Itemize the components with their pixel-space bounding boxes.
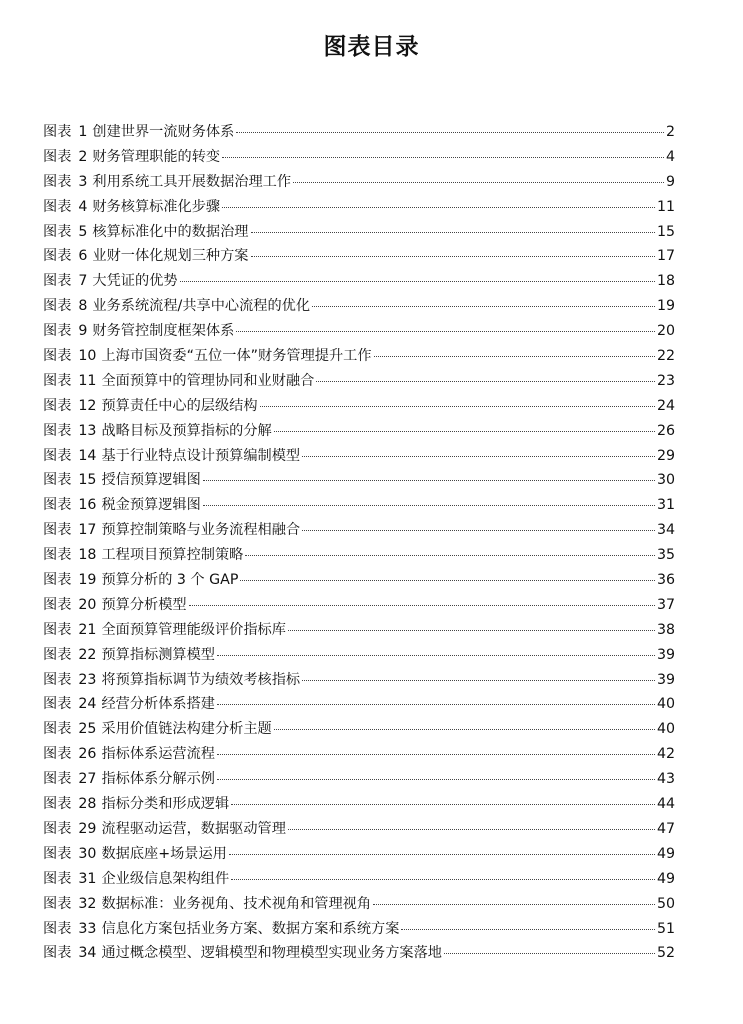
toc-entry-number: 13 — [78, 422, 97, 439]
toc-dot-leader — [373, 904, 655, 905]
toc-entry-page-number[interactable]: 11 — [656, 198, 675, 215]
toc-dot-leader — [316, 381, 655, 382]
toc-entry-title[interactable]: 预算分析模型 — [101, 596, 187, 613]
toc-entry-label: 图表 — [43, 198, 72, 215]
toc-entry-title[interactable]: 基于行业特点设计预算编制模型 — [101, 447, 301, 464]
toc-entry-page-number[interactable]: 38 — [656, 621, 675, 638]
toc-dot-leader — [231, 804, 655, 805]
toc-entry[interactable] — [43, 644, 675, 669]
toc-entry-number: 9 — [78, 323, 88, 340]
toc-entry-title[interactable]: 数据底座+场景运用 — [101, 845, 227, 862]
toc-entry-label: 图表 — [43, 845, 72, 862]
toc-entry-page-number[interactable]: 23 — [656, 372, 675, 389]
toc-entry-number: 3 — [78, 173, 88, 190]
toc-entry[interactable] — [43, 196, 675, 221]
toc-entry[interactable] — [43, 395, 675, 420]
toc-entry-title[interactable]: 利用系统工具开展数据治理工作 — [92, 173, 292, 190]
toc-dot-leader — [401, 929, 655, 930]
toc-entry-page-number[interactable]: 2 — [665, 124, 675, 140]
toc-entry[interactable] — [43, 370, 675, 395]
toc-entry-label: 图表 — [43, 572, 72, 589]
toc-entry-number: 24 — [78, 696, 97, 713]
toc-entry-title[interactable]: 财务管理职能的转变 — [92, 148, 221, 165]
toc-entry-number: 4 — [78, 198, 88, 215]
toc-entry[interactable] — [43, 693, 675, 718]
toc-dot-leader — [302, 680, 655, 681]
toc-entry-page-number[interactable]: 35 — [656, 547, 675, 564]
toc-dot-leader — [217, 704, 655, 705]
toc-entry-label: 图表 — [43, 621, 72, 638]
toc-entry-label: 图表 — [43, 248, 72, 265]
toc-entry-number: 22 — [78, 646, 97, 663]
toc-entry-label: 图表 — [43, 372, 72, 389]
toc-entry-title[interactable]: 大凭证的优势 — [92, 273, 178, 290]
toc-entry-page-number[interactable]: 40 — [656, 721, 675, 738]
toc-entry-label: 图表 — [43, 273, 72, 290]
toc-entry-page-number[interactable]: 29 — [656, 447, 675, 464]
toc-dot-leader — [302, 530, 655, 531]
toc-entry-page-number[interactable]: 37 — [656, 596, 675, 613]
toc-entry-title[interactable]: 将预算指标调节为绩效考核指标 — [101, 671, 301, 688]
toc-entry[interactable] — [43, 420, 675, 445]
toc-entry[interactable] — [43, 544, 675, 569]
toc-entry-number: 5 — [78, 223, 88, 240]
toc-entry-page-number[interactable]: 47 — [656, 820, 675, 837]
toc-dot-leader — [229, 854, 655, 855]
toc-dot-leader — [217, 655, 655, 656]
toc-entry-title[interactable]: 上海市国资委“五位一体”财务管理提升工作 — [101, 348, 372, 365]
toc-entry-number: 30 — [78, 845, 97, 862]
toc-entry[interactable] — [43, 469, 675, 494]
toc-entry[interactable] — [43, 146, 675, 171]
toc-entry-page-number[interactable]: 36 — [656, 572, 675, 589]
toc-entry-page-number[interactable]: 44 — [656, 796, 675, 813]
toc-entry-title[interactable]: 全面预算中的管理协同和业财融合 — [101, 372, 315, 389]
toc-entry-number: 31 — [78, 870, 97, 887]
toc-entry[interactable] — [43, 619, 675, 644]
toc-entry-number: 2 — [78, 148, 88, 165]
toc-entry-page-number[interactable]: 51 — [656, 920, 675, 937]
toc-entry[interactable] — [43, 669, 675, 694]
toc-entry-label: 图表 — [43, 323, 72, 340]
toc-entry-number: 32 — [78, 895, 97, 912]
toc-entry-number: 28 — [78, 796, 97, 813]
toc-dot-leader — [217, 754, 655, 755]
toc-dot-leader — [288, 829, 655, 830]
toc-entry-title[interactable]: 战略目标及预算指标的分解 — [101, 422, 272, 439]
toc-entry-title[interactable]: 授信预算逻辑图 — [101, 472, 201, 489]
toc-dot-leader — [203, 505, 655, 506]
toc-entry-title[interactable]: 指标分类和形成逻辑 — [101, 796, 230, 813]
toc-entry-number: 19 — [78, 572, 97, 589]
toc-entry-number: 1 — [78, 124, 88, 140]
toc-entry-page-number[interactable]: 18 — [656, 273, 675, 290]
toc-entry-title[interactable]: 业务系统流程/共享中心流程的优化 — [92, 298, 311, 315]
toc-entry-title[interactable]: 指标体系分解示例 — [101, 771, 215, 788]
toc-dot-leader — [189, 605, 655, 606]
toc-entry-page-number[interactable]: 19 — [656, 298, 675, 315]
toc-entry[interactable] — [43, 569, 675, 594]
toc-entry[interactable] — [43, 718, 675, 743]
toc-dot-leader — [251, 232, 655, 233]
toc-entry-title[interactable]: 税金预算逻辑图 — [101, 497, 201, 514]
toc-entry-title[interactable]: 创建世界一流财务体系 — [92, 124, 235, 140]
toc-entry-number: 7 — [78, 273, 88, 290]
toc-entry-number: 23 — [78, 671, 97, 688]
toc-entry[interactable] — [43, 519, 675, 544]
toc-dot-leader — [222, 157, 664, 158]
toc-entry-title[interactable]: 财务核算标准化步骤 — [92, 198, 221, 215]
toc-entry-page-number[interactable]: 22 — [656, 348, 675, 365]
toc-entry-label: 图表 — [43, 173, 72, 190]
page-title: 图表目录 — [323, 34, 420, 60]
toc-entry-label: 图表 — [43, 547, 72, 564]
toc-entry-page-number[interactable]: 4 — [665, 148, 675, 165]
toc-entry-page-number[interactable]: 43 — [656, 771, 675, 788]
toc-entry-number: 26 — [78, 746, 97, 763]
toc-entry-page-number[interactable]: 50 — [656, 895, 675, 912]
toc-entry[interactable] — [43, 843, 675, 868]
toc-entry[interactable] — [43, 818, 675, 843]
toc-dot-leader — [374, 356, 655, 357]
toc-entry[interactable] — [43, 221, 675, 246]
toc-entry-label: 图表 — [43, 771, 72, 788]
toc-entry-number: 11 — [78, 372, 97, 389]
toc-entry-label: 图表 — [43, 148, 72, 165]
toc-entry-title[interactable]: 预算指标测算模型 — [101, 646, 215, 663]
toc-dot-leader — [312, 306, 655, 307]
toc-entry-label: 图表 — [43, 596, 72, 613]
toc-entry-label: 图表 — [43, 721, 72, 738]
toc-dot-leader — [222, 207, 655, 208]
toc-dot-leader — [274, 431, 655, 432]
toc-dot-leader — [231, 879, 655, 880]
toc-entry-title[interactable]: 经营分析体系搭建 — [101, 696, 215, 713]
toc-entry-number: 16 — [78, 497, 97, 514]
toc-entry-label: 图表 — [43, 895, 72, 912]
toc-entry-title[interactable]: 业财一体化规划三种方案 — [92, 248, 249, 265]
toc-entry-title[interactable]: 预算分析的 3 个 GAP — [101, 572, 239, 589]
toc-entry[interactable] — [43, 743, 675, 768]
toc-entry-title[interactable]: 采用价值链法构建分析主题 — [101, 721, 272, 738]
toc-entry[interactable] — [43, 345, 675, 370]
toc-dot-leader — [240, 580, 655, 581]
toc-entry-label: 图表 — [43, 422, 72, 439]
toc-entry-page-number[interactable]: 52 — [656, 945, 675, 962]
toc-entry[interactable] — [43, 793, 675, 818]
toc-entry[interactable] — [43, 171, 675, 196]
toc-entry-title[interactable]: 全面预算管理能级评价指标库 — [101, 621, 286, 638]
toc-dot-leader — [217, 779, 655, 780]
toc-entry-label: 图表 — [43, 124, 72, 140]
toc-entry-number: 20 — [78, 596, 97, 613]
toc-entry-label: 图表 — [43, 397, 72, 414]
toc-entry-label: 图表 — [43, 522, 72, 539]
toc-entry[interactable] — [43, 121, 675, 146]
toc-entry-page-number[interactable]: 42 — [656, 746, 675, 763]
toc-entry-page-number[interactable]: 39 — [656, 671, 675, 688]
toc-entry-page-number[interactable]: 40 — [656, 696, 675, 713]
toc-entry-title[interactable]: 预算责任中心的层级结构 — [101, 397, 258, 414]
toc-entry-page-number[interactable]: 39 — [656, 646, 675, 663]
toc-entry-title[interactable]: 财务管控制度框架体系 — [92, 323, 235, 340]
toc-dot-leader — [444, 953, 655, 954]
toc-entry[interactable] — [43, 245, 675, 270]
toc-entry-number: 8 — [78, 298, 88, 315]
toc-dot-leader — [302, 456, 655, 457]
toc-entry-title[interactable]: 指标体系运营流程 — [101, 746, 215, 763]
toc-entry-number: 25 — [78, 721, 97, 738]
toc-entry-page-number[interactable]: 9 — [665, 173, 675, 190]
toc-entry-number: 17 — [78, 522, 97, 539]
toc-entry-label: 图表 — [43, 671, 72, 688]
toc-entry-number: 15 — [78, 472, 97, 489]
toc-entry-number: 34 — [78, 945, 97, 962]
toc-entry-title[interactable]: 流程驱动运营，数据驱动管理 — [101, 820, 286, 837]
toc-entry-number: 12 — [78, 397, 97, 414]
toc-entry-label: 图表 — [43, 447, 72, 464]
toc-entry-page-number[interactable]: 15 — [656, 223, 675, 240]
toc-dot-leader — [288, 630, 655, 631]
toc-entry-label: 图表 — [43, 870, 72, 887]
toc-entry-label: 图表 — [43, 796, 72, 813]
toc-entry-number: 10 — [78, 348, 97, 365]
toc-entry-title[interactable]: 核算标准化中的数据治理 — [92, 223, 249, 240]
toc-dot-leader — [274, 729, 655, 730]
toc-entry[interactable] — [43, 868, 675, 893]
toc-dot-leader — [180, 281, 655, 282]
toc-entry-number: 21 — [78, 621, 97, 638]
toc-dot-leader — [293, 182, 664, 183]
toc-entry-title[interactable]: 企业级信息架构组件 — [101, 870, 230, 887]
toc-entry-number: 6 — [78, 248, 88, 265]
toc-entry-page-number[interactable]: 49 — [656, 870, 675, 887]
toc-entry-page-number[interactable]: 24 — [656, 397, 675, 414]
toc-entry[interactable] — [43, 494, 675, 519]
toc-dot-leader — [203, 480, 655, 481]
toc-entry-number: 29 — [78, 820, 97, 837]
toc-entry-page-number[interactable]: 49 — [656, 845, 675, 862]
toc-entry-page-number[interactable]: 31 — [656, 497, 675, 514]
toc-entry-label: 图表 — [43, 472, 72, 489]
toc-entry-label: 图表 — [43, 223, 72, 240]
toc-entry[interactable] — [43, 320, 675, 345]
toc-dot-leader — [236, 331, 655, 332]
toc-entry-label: 图表 — [43, 945, 72, 962]
toc-entry-page-number[interactable]: 17 — [656, 248, 675, 265]
toc-entry[interactable] — [43, 445, 675, 470]
toc-entry-title[interactable]: 数据标准：业务视角、技术视角和管理视角 — [101, 895, 372, 912]
toc-entry-title[interactable]: 工程项目预算控制策略 — [101, 547, 244, 564]
toc-entry-page-number[interactable]: 30 — [656, 472, 675, 489]
toc-entry[interactable] — [43, 893, 675, 918]
toc-entry-label: 图表 — [43, 646, 72, 663]
toc-entry[interactable] — [43, 295, 675, 320]
toc-entry-label: 图表 — [43, 746, 72, 763]
toc-entry-label: 图表 — [43, 298, 72, 315]
toc-entry-label: 图表 — [43, 920, 72, 937]
toc-dot-leader — [245, 555, 655, 556]
toc-entry-number: 14 — [78, 447, 97, 464]
toc-entry-label: 图表 — [43, 820, 72, 837]
toc-entry-label: 图表 — [43, 348, 72, 365]
toc-entry-title[interactable]: 信息化方案包括业务方案、数据方案和系统方案 — [101, 920, 400, 937]
toc-entry-title[interactable]: 预算控制策略与业务流程相融合 — [101, 522, 301, 539]
toc-entry[interactable] — [43, 270, 675, 295]
toc-entry-label: 图表 — [43, 696, 72, 713]
toc-entry-number: 18 — [78, 547, 97, 564]
toc-entry-page-number[interactable]: 34 — [656, 522, 675, 539]
toc-entry[interactable] — [43, 918, 675, 943]
toc-entry-page-number[interactable]: 26 — [656, 422, 675, 439]
toc-entry-number: 27 — [78, 771, 97, 788]
toc-entry[interactable] — [43, 942, 675, 967]
toc-dot-leader — [260, 406, 655, 407]
toc-entry-label: 图表 — [43, 497, 72, 514]
toc-entry[interactable] — [43, 594, 675, 619]
toc-dot-leader — [236, 132, 664, 133]
table-of-figures — [43, 121, 675, 967]
toc-entry[interactable] — [43, 768, 675, 793]
toc-entry-title[interactable]: 通过概念模型、逻辑模型和物理模型实现业务方案落地 — [101, 945, 442, 962]
toc-entry-number: 33 — [78, 920, 97, 937]
toc-dot-leader — [251, 256, 655, 257]
toc-entry-page-number[interactable]: 20 — [656, 323, 675, 340]
